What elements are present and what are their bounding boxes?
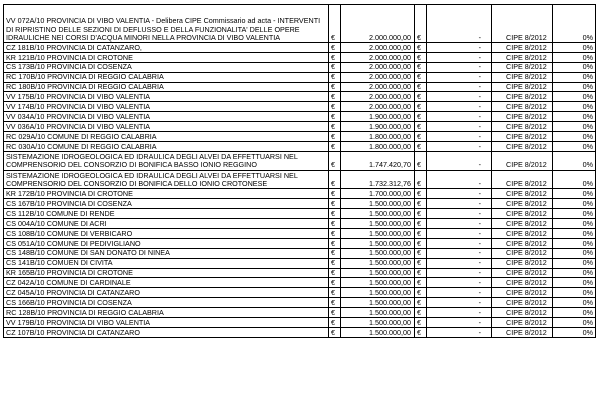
euro-sign-cell-2: €: [415, 62, 427, 72]
percent-cell: 0%: [553, 248, 596, 258]
euro-sign-cell-2: €: [415, 132, 427, 142]
dash-cell: -: [427, 238, 492, 248]
percent-cell: 0%: [553, 228, 596, 238]
amount-cell: 1.900.000,00: [341, 112, 415, 122]
description-cell: CS 051A/10 COMUNE DI PEDIVIGLIANO: [4, 238, 329, 248]
euro-sign-cell: €: [329, 199, 341, 209]
table-row: [4, 317, 596, 327]
table-row: [4, 170, 596, 189]
euro-sign-cell-2: €: [415, 298, 427, 308]
euro-sign-cell-2: €: [415, 268, 427, 278]
cipe-cell: CIPE 8/2012: [492, 238, 553, 248]
percent-cell: 0%: [553, 219, 596, 229]
euro-sign-cell: €: [329, 92, 341, 102]
percent-cell: 0%: [553, 62, 596, 72]
description-cell: RC 170B/10 PROVINCIA DI REGGIO CALABRIA: [4, 72, 329, 82]
percent-cell: 0%: [553, 268, 596, 278]
table-row: [4, 132, 596, 142]
euro-sign-cell-2: €: [415, 209, 427, 219]
euro-sign-cell: €: [329, 62, 341, 72]
euro-sign-cell: €: [329, 122, 341, 132]
cipe-cell: CIPE 8/2012: [492, 82, 553, 92]
percent-cell: 0%: [553, 72, 596, 82]
amount-cell: 2.000.000,00: [341, 52, 415, 62]
euro-sign-cell: €: [329, 102, 341, 112]
euro-sign-cell: €: [329, 189, 341, 199]
dash-cell: -: [427, 151, 492, 170]
table-row: [4, 5, 596, 43]
description-cell: CS 166B/10 PROVINCIA DI COSENZA: [4, 298, 329, 308]
euro-sign-cell-2: €: [415, 92, 427, 102]
dash-cell: -: [427, 112, 492, 122]
dash-cell: -: [427, 62, 492, 72]
amount-cell: 1.500.000,00: [341, 219, 415, 229]
euro-sign-cell-2: €: [415, 219, 427, 229]
cipe-cell: CIPE 8/2012: [492, 278, 553, 288]
table-row: [4, 189, 596, 199]
percent-cell: 0%: [553, 199, 596, 209]
euro-sign-cell: €: [329, 72, 341, 82]
description-cell: CS 141B/10 COMUEN DI CIVITA: [4, 258, 329, 268]
percent-cell: 0%: [553, 317, 596, 327]
description-cell: CZ 107B/10 PROVINCIA DI CATANZARO: [4, 327, 329, 337]
euro-sign-cell-2: €: [415, 43, 427, 53]
description-cell: CS 173B/10 PROVINCIA DI COSENZA: [4, 62, 329, 72]
amount-cell: 1.500.000,00: [341, 268, 415, 278]
euro-sign-cell-2: €: [415, 189, 427, 199]
dash-cell: -: [427, 308, 492, 318]
amount-cell: 1.700.000,00: [341, 189, 415, 199]
cipe-cell: CIPE 8/2012: [492, 308, 553, 318]
percent-cell: 0%: [553, 82, 596, 92]
cipe-cell: CIPE 8/2012: [492, 132, 553, 142]
euro-sign-cell: €: [329, 151, 341, 170]
cipe-cell: CIPE 8/2012: [492, 199, 553, 209]
dash-cell: -: [427, 317, 492, 327]
dash-cell: -: [427, 199, 492, 209]
euro-sign-cell-2: €: [415, 5, 427, 43]
table-row: [4, 122, 596, 132]
table-row: [4, 327, 596, 337]
amount-cell: 1.500.000,00: [341, 248, 415, 258]
table-row: [4, 209, 596, 219]
description-cell: VV 036A/10 PROVINCIA DI VIBO VALENTIA: [4, 122, 329, 132]
table-row: [4, 219, 596, 229]
amount-cell: 2.000.000,00: [341, 43, 415, 53]
euro-sign-cell-2: €: [415, 141, 427, 151]
euro-sign-cell-2: €: [415, 52, 427, 62]
cipe-cell: CIPE 8/2012: [492, 72, 553, 82]
dash-cell: -: [427, 170, 492, 189]
percent-cell: 0%: [553, 209, 596, 219]
amount-cell: 1.500.000,00: [341, 209, 415, 219]
dash-cell: -: [427, 82, 492, 92]
euro-sign-cell-2: €: [415, 327, 427, 337]
cipe-cell: CIPE 8/2012: [492, 248, 553, 258]
euro-sign-cell: €: [329, 141, 341, 151]
table-row: [4, 199, 596, 209]
dash-cell: -: [427, 209, 492, 219]
euro-sign-cell: €: [329, 52, 341, 62]
table-row: [4, 92, 596, 102]
percent-cell: 0%: [553, 189, 596, 199]
table-row: [4, 82, 596, 92]
amount-cell: 1.732.312,76: [341, 170, 415, 189]
cipe-cell: CIPE 8/2012: [492, 327, 553, 337]
cipe-cell: CIPE 8/2012: [492, 258, 553, 268]
table-row: [4, 72, 596, 82]
cipe-cell: CIPE 8/2012: [492, 209, 553, 219]
description-cell: VV 175B/10 PROVINCIA DI VIBO VALENTIA: [4, 92, 329, 102]
cipe-cell: CIPE 8/2012: [492, 112, 553, 122]
table-row: [4, 112, 596, 122]
euro-sign-cell-2: €: [415, 112, 427, 122]
amount-cell: 2.000.000,00: [341, 92, 415, 102]
description-cell: CZ 045A/10 PROVINCIA DI CATANZARO: [4, 288, 329, 298]
description-cell: SISTEMAZIONE IDROGEOLOGICA ED IDRAULICA DEGLI ALVEI DA EFFETTUARSI NEL COMPRENSORIO DEL CONSORZIO DI BONIFICA DELLO IONIO CROTONESE: [4, 170, 329, 189]
dash-cell: -: [427, 327, 492, 337]
description-cell: KR 121B/10 PROVINCIA DI CROTONE: [4, 52, 329, 62]
description-cell: VV 179B/10 PROVINCIA DI VIBO VALENTIA: [4, 317, 329, 327]
euro-sign-cell-2: €: [415, 248, 427, 258]
cipe-cell: CIPE 8/2012: [492, 268, 553, 278]
euro-sign-cell: €: [329, 248, 341, 258]
description-cell: RC 029A/10 COMUNE DI REGGIO CALABRIA: [4, 132, 329, 142]
euro-sign-cell: €: [329, 288, 341, 298]
table-row: [4, 151, 596, 170]
description-cell: CS 167B/10 PROVINCIA DI COSENZA: [4, 199, 329, 209]
percent-cell: 0%: [553, 298, 596, 308]
euro-sign-cell: €: [329, 82, 341, 92]
amount-cell: 1.900.000,00: [341, 122, 415, 132]
description-cell: VV 034A/10 PROVINCIA DI VIBO VALENTIA: [4, 112, 329, 122]
table-row: [4, 308, 596, 318]
amount-cell: 1.500.000,00: [341, 298, 415, 308]
table-row: [4, 52, 596, 62]
euro-sign-cell-2: €: [415, 151, 427, 170]
amount-cell: 2.000.000,00: [341, 62, 415, 72]
percent-cell: 0%: [553, 288, 596, 298]
amount-cell: 1.500.000,00: [341, 317, 415, 327]
amount-cell: 1.500.000,00: [341, 308, 415, 318]
dash-cell: -: [427, 298, 492, 308]
description-cell: RC 180B/10 PROVINCIA DI REGGIO CALABRIA: [4, 82, 329, 92]
amount-cell: 1.500.000,00: [341, 327, 415, 337]
euro-sign-cell: €: [329, 268, 341, 278]
dash-cell: -: [427, 92, 492, 102]
euro-sign-cell: €: [329, 327, 341, 337]
description-cell: RC 030A/10 COMUNE DI REGGIO CALABRIA: [4, 141, 329, 151]
euro-sign-cell-2: €: [415, 308, 427, 318]
percent-cell: 0%: [553, 327, 596, 337]
percent-cell: 0%: [553, 278, 596, 288]
dash-cell: -: [427, 268, 492, 278]
table-row: [4, 288, 596, 298]
cipe-cell: CIPE 8/2012: [492, 151, 553, 170]
description-cell: CS 004A/10 COMUNE DI ACRI: [4, 219, 329, 229]
euro-sign-cell: €: [329, 209, 341, 219]
description-cell: RC 128B/10 PROVINCIA DI REGGIO CALABRIA: [4, 308, 329, 318]
euro-sign-cell-2: €: [415, 82, 427, 92]
amount-cell: 2.000.000,00: [341, 82, 415, 92]
amount-cell: 1.500.000,00: [341, 199, 415, 209]
dash-cell: -: [427, 102, 492, 112]
cipe-cell: CIPE 8/2012: [492, 219, 553, 229]
table-row: [4, 298, 596, 308]
percent-cell: 0%: [553, 112, 596, 122]
amount-cell: 2.000.000,00: [341, 102, 415, 112]
euro-sign-cell-2: €: [415, 238, 427, 248]
cipe-cell: CIPE 8/2012: [492, 5, 553, 43]
percent-cell: 0%: [553, 5, 596, 43]
amount-cell: 1.500.000,00: [341, 228, 415, 238]
euro-sign-cell-2: €: [415, 72, 427, 82]
dash-cell: -: [427, 72, 492, 82]
dash-cell: -: [427, 219, 492, 229]
euro-sign-cell-2: €: [415, 288, 427, 298]
description-cell: CS 112B/10 COMUNE DI RENDE: [4, 209, 329, 219]
dash-cell: -: [427, 228, 492, 238]
amount-cell: 1.747.420,70: [341, 151, 415, 170]
euro-sign-cell: €: [329, 228, 341, 238]
dash-cell: -: [427, 258, 492, 268]
dash-cell: -: [427, 141, 492, 151]
table-row: [4, 102, 596, 112]
table-body: [4, 5, 596, 338]
euro-sign-cell-2: €: [415, 170, 427, 189]
euro-sign-cell-2: €: [415, 122, 427, 132]
description-cell: VV 072A/10 PROVINCIA DI VIBO VALENTIA - Delibera CIPE Commissario ad acta - INTERVENTI DI RIPRISTINO DELLE SEZIONI DI DEFLUSSO E DELLA FUNZIONALITA' DELLE OPERE IDRAULICHE NEI CORSI D'ACQUA MINORI NELLA PROVINCIA DI VIBO VALENTIA: [4, 5, 329, 43]
description-cell: VV 174B/10 PROVINCIA DI VIBO VALENTIA: [4, 102, 329, 112]
amount-cell: 1.800.000,00: [341, 132, 415, 142]
cipe-cell: CIPE 8/2012: [492, 288, 553, 298]
description-cell: CS 108B/10 COMUNE DI VERBICARO: [4, 228, 329, 238]
cipe-cell: CIPE 8/2012: [492, 62, 553, 72]
amount-cell: 1.500.000,00: [341, 278, 415, 288]
table-row: [4, 43, 596, 53]
percent-cell: 0%: [553, 92, 596, 102]
amount-cell: 2.000.000,00: [341, 5, 415, 43]
amount-cell: 1.500.000,00: [341, 258, 415, 268]
dash-cell: -: [427, 288, 492, 298]
description-cell: CZ 042A/10 COMUNE DI CARDINALE: [4, 278, 329, 288]
amount-cell: 1.800.000,00: [341, 141, 415, 151]
euro-sign-cell: €: [329, 308, 341, 318]
euro-sign-cell: €: [329, 170, 341, 189]
dash-cell: -: [427, 122, 492, 132]
percent-cell: 0%: [553, 258, 596, 268]
euro-sign-cell: €: [329, 238, 341, 248]
percent-cell: 0%: [553, 151, 596, 170]
table-row: [4, 228, 596, 238]
description-cell: KR 165B/10 PROVINCIA DI CROTONE: [4, 268, 329, 278]
cipe-cell: CIPE 8/2012: [492, 102, 553, 112]
description-cell: CS 148B/10 COMUNE DI SAN DONATO DI NINEA: [4, 248, 329, 258]
percent-cell: 0%: [553, 122, 596, 132]
euro-sign-cell: €: [329, 43, 341, 53]
euro-sign-cell-2: €: [415, 278, 427, 288]
euro-sign-cell: €: [329, 132, 341, 142]
cipe-cell: CIPE 8/2012: [492, 228, 553, 238]
euro-sign-cell: €: [329, 112, 341, 122]
cipe-cell: CIPE 8/2012: [492, 317, 553, 327]
cipe-cell: CIPE 8/2012: [492, 141, 553, 151]
euro-sign-cell: €: [329, 298, 341, 308]
euro-sign-cell-2: €: [415, 258, 427, 268]
cipe-cell: CIPE 8/2012: [492, 43, 553, 53]
dash-cell: -: [427, 248, 492, 258]
cipe-cell: CIPE 8/2012: [492, 298, 553, 308]
euro-sign-cell: €: [329, 258, 341, 268]
percent-cell: 0%: [553, 238, 596, 248]
percent-cell: 0%: [553, 43, 596, 53]
dash-cell: -: [427, 52, 492, 62]
table-row: [4, 248, 596, 258]
dash-cell: -: [427, 189, 492, 199]
table-row: [4, 278, 596, 288]
percent-cell: 0%: [553, 52, 596, 62]
dash-cell: -: [427, 5, 492, 43]
table-row: [4, 62, 596, 72]
percent-cell: 0%: [553, 308, 596, 318]
cipe-cell: CIPE 8/2012: [492, 189, 553, 199]
cipe-cell: CIPE 8/2012: [492, 122, 553, 132]
dash-cell: -: [427, 43, 492, 53]
euro-sign-cell-2: €: [415, 102, 427, 112]
percent-cell: 0%: [553, 141, 596, 151]
euro-sign-cell: €: [329, 278, 341, 288]
table-row: [4, 238, 596, 248]
description-cell: KR 172B/10 PROVINCIA DI CROTONE: [4, 189, 329, 199]
amount-cell: 1.500.000,00: [341, 288, 415, 298]
dash-cell: -: [427, 132, 492, 142]
funding-table: [3, 4, 596, 338]
table-row: [4, 258, 596, 268]
cipe-cell: CIPE 8/2012: [492, 170, 553, 189]
euro-sign-cell: €: [329, 317, 341, 327]
percent-cell: 0%: [553, 170, 596, 189]
table-row: [4, 268, 596, 278]
amount-cell: 1.500.000,00: [341, 238, 415, 248]
cipe-cell: CIPE 8/2012: [492, 52, 553, 62]
euro-sign-cell-2: €: [415, 317, 427, 327]
amount-cell: 2.000.000,00: [341, 72, 415, 82]
dash-cell: -: [427, 278, 492, 288]
table-row: [4, 141, 596, 151]
cipe-cell: CIPE 8/2012: [492, 92, 553, 102]
percent-cell: 0%: [553, 132, 596, 142]
euro-sign-cell: €: [329, 219, 341, 229]
description-cell: SISTEMAZIONE IDROGEOLOGICA ED IDRAULICA DEGLI ALVEI DA EFFETTUARSI NEL COMPRENSORIO DEL CONSORZIO DI BONIFICA BASSO IONIO REGGINO: [4, 151, 329, 170]
euro-sign-cell: €: [329, 5, 341, 43]
euro-sign-cell-2: €: [415, 228, 427, 238]
percent-cell: 0%: [553, 102, 596, 112]
description-cell: CZ 181B/10 PROVINCIA DI CATANZARO,: [4, 43, 329, 53]
euro-sign-cell-2: €: [415, 199, 427, 209]
